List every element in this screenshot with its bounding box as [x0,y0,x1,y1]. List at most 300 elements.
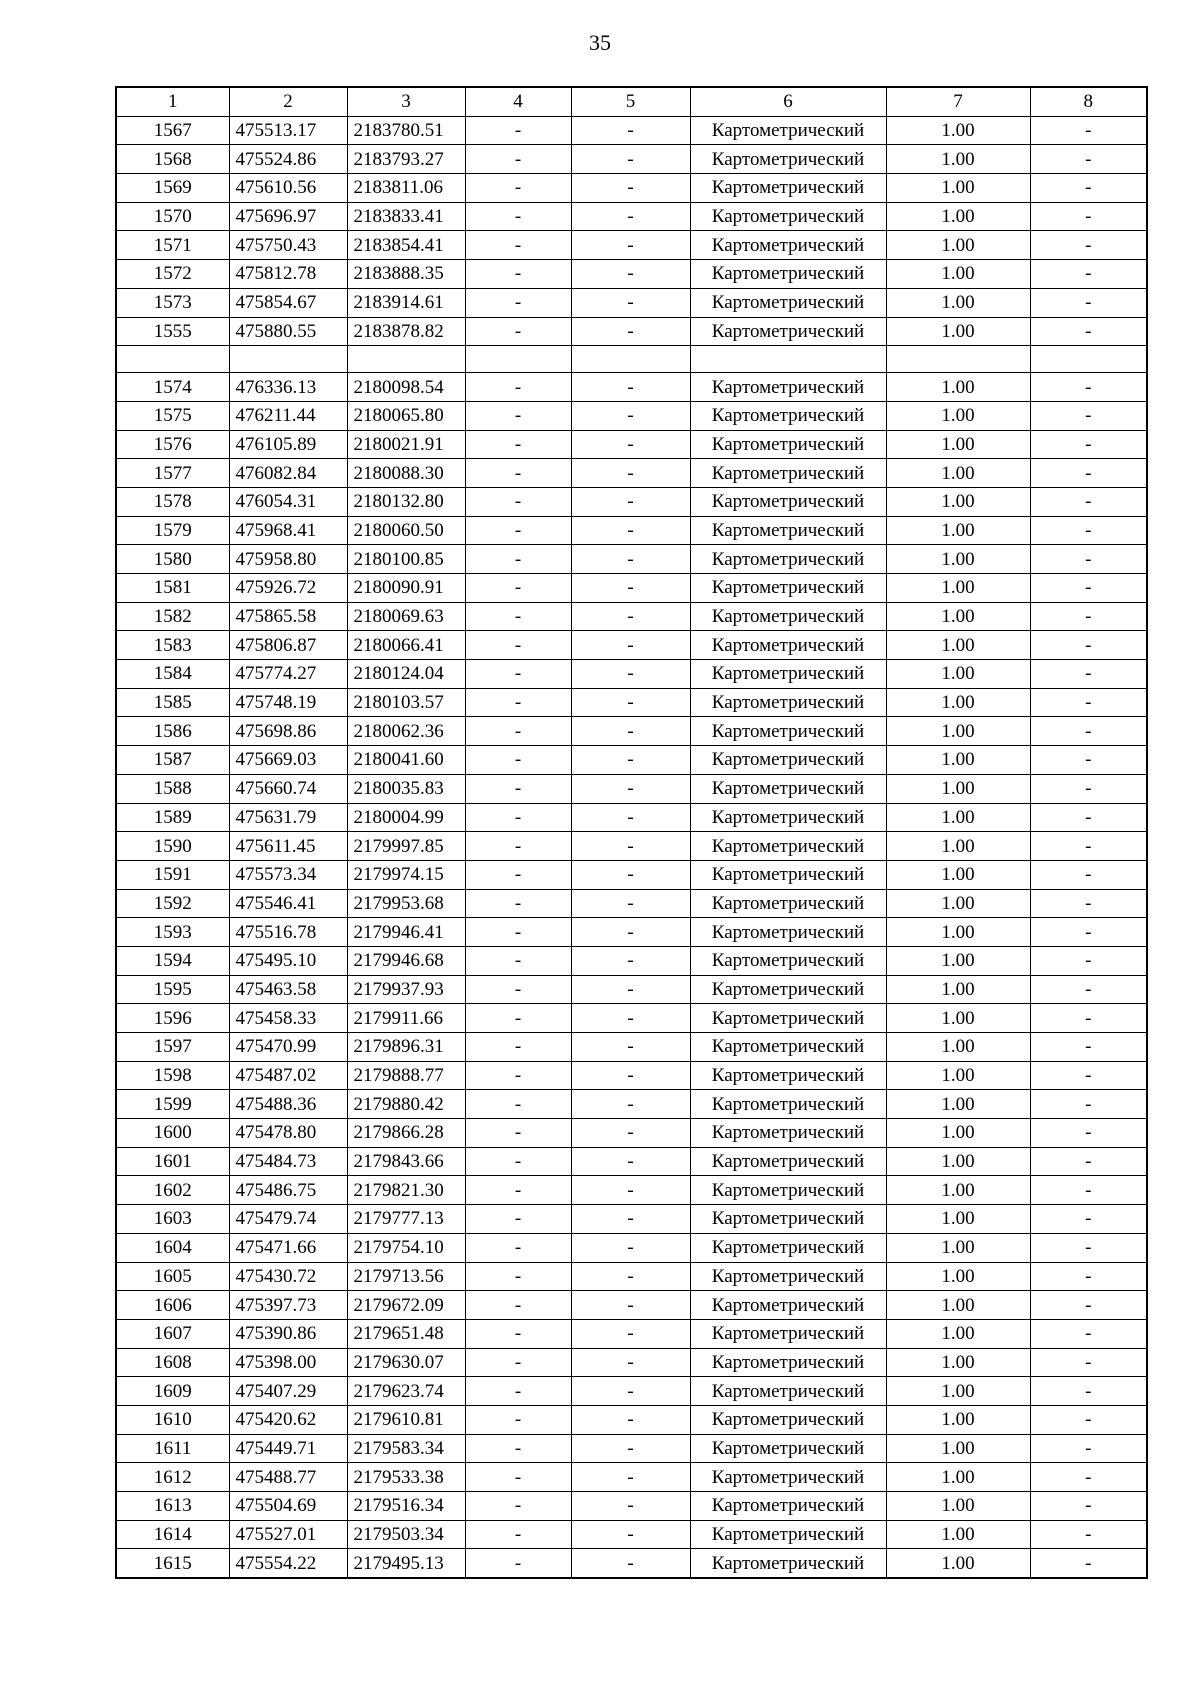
table-cell: - [1030,832,1147,861]
table-cell: - [1030,946,1147,975]
table-cell: 1.00 [886,1147,1030,1176]
table-cell: - [465,918,571,947]
table-cell: 2183780.51 [347,116,465,145]
table-cell: 2183914.61 [347,288,465,317]
table-cell: 2179937.93 [347,975,465,1004]
table-cell: - [571,487,690,516]
table-cell: 1594 [116,946,229,975]
table-cell [229,346,347,373]
table-cell: 475430.72 [229,1262,347,1291]
table-cell: - [465,946,571,975]
table-cell: - [465,1520,571,1549]
table-cell: - [465,1176,571,1205]
table-cell: - [1030,1348,1147,1377]
table-cell: 475774.27 [229,660,347,689]
table-cell [1030,346,1147,373]
table-row [116,1233,1147,1262]
table-cell: 475398.00 [229,1348,347,1377]
table-cell: - [1030,1176,1147,1205]
column-header: 5 [571,87,690,116]
table-cell: - [571,1492,690,1521]
table-cell: 2179495.13 [347,1549,465,1578]
table-cell: Картометрический [690,487,886,516]
table-cell: Картометрический [690,1520,886,1549]
table-cell: - [1030,1434,1147,1463]
table-cell: 1615 [116,1549,229,1578]
table-row [116,1090,1147,1119]
table-cell: - [465,774,571,803]
table-cell: Картометрический [690,1119,886,1148]
table-cell: - [571,889,690,918]
table-cell: - [465,1291,571,1320]
table-cell: - [571,373,690,402]
table-cell: - [1030,1119,1147,1148]
table-cell: - [465,1463,571,1492]
table-cell: 475484.73 [229,1147,347,1176]
table-cell: 2179974.15 [347,860,465,889]
table-cell: 475660.74 [229,774,347,803]
table-cell: 475470.99 [229,1033,347,1062]
table-cell: 475524.86 [229,145,347,174]
table-cell: - [571,401,690,430]
table-cell: 475487.02 [229,1061,347,1090]
table-cell: - [571,1405,690,1434]
table-cell: 1608 [116,1348,229,1377]
table-cell: - [571,574,690,603]
table-cell: 1595 [116,975,229,1004]
table-cell [886,346,1030,373]
table-cell: Картометрический [690,1233,886,1262]
table-cell: - [465,1061,571,1090]
table-cell: - [465,231,571,260]
table-cell: - [571,545,690,574]
table-cell: 475854.67 [229,288,347,317]
table-cell: 1.00 [886,373,1030,402]
table-cell: - [465,631,571,660]
table-cell: 475880.55 [229,317,347,346]
table-row [116,202,1147,231]
table-cell: 2180103.57 [347,688,465,717]
table-cell: Картометрический [690,832,886,861]
table-row [116,860,1147,889]
table-cell: 1606 [116,1291,229,1320]
table-cell: - [465,1549,571,1578]
table-cell: - [571,1033,690,1062]
table-cell: 475669.03 [229,746,347,775]
table-cell: 2179651.48 [347,1319,465,1348]
table-cell: 2180124.04 [347,660,465,689]
table-cell: - [571,317,690,346]
table-cell: 1605 [116,1262,229,1291]
table-cell: 1.00 [886,1405,1030,1434]
table-cell: 475504.69 [229,1492,347,1521]
table-cell: 475390.86 [229,1319,347,1348]
table-cell: Картометрический [690,1147,886,1176]
table-row [116,1147,1147,1176]
table-cell: - [465,660,571,689]
page-number: 35 [589,30,611,55]
table-cell: - [465,260,571,289]
table-cell: 2180021.91 [347,430,465,459]
table-row [116,260,1147,289]
table-row [116,889,1147,918]
table-cell: 475698.86 [229,717,347,746]
table-cell: - [1030,803,1147,832]
table-row [116,1319,1147,1348]
table-cell: - [1030,688,1147,717]
table-cell: - [571,1348,690,1377]
table-cell: - [1030,1377,1147,1406]
table-cell: - [571,774,690,803]
table-cell: Картометрический [690,459,886,488]
table-cell: - [1030,260,1147,289]
column-header: 2 [229,87,347,116]
table-cell: 475407.29 [229,1377,347,1406]
table-cell: 1604 [116,1233,229,1262]
table-cell: Картометрический [690,860,886,889]
table-cell: 2179610.81 [347,1405,465,1434]
table-cell: - [571,717,690,746]
table-cell: - [571,602,690,631]
table-cell: Картометрический [690,174,886,203]
table-cell: 1.00 [886,174,1030,203]
table-cell: - [1030,1147,1147,1176]
table-cell: - [465,430,571,459]
table-cell: - [571,1147,690,1176]
table-cell: 1.00 [886,401,1030,430]
table-cell: 475812.78 [229,260,347,289]
coordinates-table [115,86,1148,1579]
table-cell: 475631.79 [229,803,347,832]
table-cell: 1586 [116,717,229,746]
table-cell: - [465,574,571,603]
table-cell: - [1030,373,1147,402]
table-cell: Картометрический [690,803,886,832]
table-cell: 475479.74 [229,1205,347,1234]
table-cell: 1.00 [886,1434,1030,1463]
table-cell: - [571,1434,690,1463]
table-cell: Картометрический [690,317,886,346]
column-header: 6 [690,87,886,116]
table-cell: - [465,1377,571,1406]
table-row [116,401,1147,430]
table-cell: - [1030,774,1147,803]
table-cell: 475958.80 [229,545,347,574]
table-cell: - [571,174,690,203]
column-header: 4 [465,87,571,116]
table-cell: 1568 [116,145,229,174]
table-row [116,1033,1147,1062]
table-cell: 1.00 [886,717,1030,746]
table-cell: 1.00 [886,1348,1030,1377]
table-cell: - [465,1119,571,1148]
table-cell: - [465,487,571,516]
table-cell: 475696.97 [229,202,347,231]
table-cell: - [571,660,690,689]
table-cell: - [465,717,571,746]
table-cell: 475513.17 [229,116,347,145]
table-row [116,746,1147,775]
table-cell: - [465,975,571,1004]
table-cell: - [1030,1262,1147,1291]
table-cell: - [1030,1205,1147,1234]
table-cell: - [1030,401,1147,430]
column-header: 7 [886,87,1030,116]
table-cell: 1592 [116,889,229,918]
table-cell: 1.00 [886,1233,1030,1262]
table-cell: 476211.44 [229,401,347,430]
table-cell: 1580 [116,545,229,574]
table-cell: 2179777.13 [347,1205,465,1234]
table-cell: 1.00 [886,231,1030,260]
table-row [116,373,1147,402]
table-cell: - [571,1119,690,1148]
table-cell: Картометрический [690,516,886,545]
table-cell: 2179946.68 [347,946,465,975]
table-cell: 475748.19 [229,688,347,717]
table-cell: 475610.56 [229,174,347,203]
table-cell: 1.00 [886,918,1030,947]
table-cell: 2179866.28 [347,1119,465,1148]
table-cell: 475488.36 [229,1090,347,1119]
table-cell: 475420.62 [229,1405,347,1434]
table-cell: Картометрический [690,774,886,803]
table-cell: - [465,1004,571,1033]
table-cell: Картометрический [690,545,886,574]
table-cell: Картометрический [690,1176,886,1205]
table-cell: 1601 [116,1147,229,1176]
table-cell: Картометрический [690,1492,886,1521]
table-cell: 1589 [116,803,229,832]
table-cell: 1.00 [886,545,1030,574]
table-cell: 2180098.54 [347,373,465,402]
table-cell: - [465,1348,571,1377]
table-cell: - [1030,459,1147,488]
table-cell: - [1030,516,1147,545]
table-header-row [116,87,1147,116]
table-row [116,231,1147,260]
table-cell: 475516.78 [229,918,347,947]
table-cell: 1579 [116,516,229,545]
table-cell: - [465,1434,571,1463]
table-row [116,1520,1147,1549]
table-row [116,1291,1147,1320]
table-cell: - [465,545,571,574]
column-header: 3 [347,87,465,116]
table-cell: 1.00 [886,602,1030,631]
table-cell: 2179533.38 [347,1463,465,1492]
table-cell: 2179672.09 [347,1291,465,1320]
table-cell: Картометрический [690,975,886,1004]
table-row [116,602,1147,631]
table-cell: Картометрический [690,1405,886,1434]
table-cell: - [1030,174,1147,203]
table-cell: Картометрический [690,746,886,775]
table-cell: - [1030,231,1147,260]
table-cell: Картометрический [690,116,886,145]
table-cell: - [571,975,690,1004]
table-cell: 1598 [116,1061,229,1090]
table-cell: - [465,116,571,145]
table-cell: Картометрический [690,631,886,660]
table-cell: - [571,288,690,317]
table-row [116,430,1147,459]
table-cell: 1.00 [886,1176,1030,1205]
table-row [116,918,1147,947]
table-cell: 2179503.34 [347,1520,465,1549]
table-cell: Картометрический [690,145,886,174]
table-cell: 1.00 [886,1119,1030,1148]
table-cell: 2179997.85 [347,832,465,861]
table-cell: 1.00 [886,317,1030,346]
table-cell: 2183833.41 [347,202,465,231]
table-row [116,1377,1147,1406]
table-cell: - [465,401,571,430]
table-cell: - [571,746,690,775]
table-cell: 2183854.41 [347,231,465,260]
table-cell: - [571,1377,690,1406]
table-cell: 1587 [116,746,229,775]
table-cell: 1583 [116,631,229,660]
table-cell: 1.00 [886,1090,1030,1119]
table-cell: 2180041.60 [347,746,465,775]
table-cell: - [1030,487,1147,516]
table-cell: 1570 [116,202,229,231]
table-row [116,1463,1147,1492]
table-cell: 2179821.30 [347,1176,465,1205]
table-row [116,487,1147,516]
table-cell: 2179911.66 [347,1004,465,1033]
table-row [116,1492,1147,1521]
table-cell: - [465,860,571,889]
table-row [116,717,1147,746]
table-cell: - [1030,317,1147,346]
table-row [116,946,1147,975]
table-cell: 1611 [116,1434,229,1463]
table-cell: - [571,1176,690,1205]
table-cell: Картометрический [690,1434,886,1463]
table-row [116,516,1147,545]
table-cell: 1590 [116,832,229,861]
table-cell: 1599 [116,1090,229,1119]
table-cell: 1.00 [886,1291,1030,1320]
table-cell: 1.00 [886,516,1030,545]
table-cell: 1613 [116,1492,229,1521]
table-cell: 475471.66 [229,1233,347,1262]
table-cell: 1.00 [886,430,1030,459]
table-cell: 2179516.34 [347,1492,465,1521]
table-row [116,1262,1147,1291]
table-cell: - [1030,860,1147,889]
table-cell: 1.00 [886,145,1030,174]
table-cell: - [571,918,690,947]
table-cell: - [465,1205,571,1234]
table-cell: 475573.34 [229,860,347,889]
table-cell: - [1030,631,1147,660]
table-cell: - [1030,1033,1147,1062]
table-cell: Картометрический [690,373,886,402]
table-cell: - [571,1319,690,1348]
table-cell: - [571,202,690,231]
table-row [116,1348,1147,1377]
table-cell: 1.00 [886,688,1030,717]
table-cell: 1571 [116,231,229,260]
table-cell: 1555 [116,317,229,346]
table-cell: - [465,317,571,346]
table-cell: - [571,803,690,832]
table-cell: 476054.31 [229,487,347,516]
table-cell: 2179754.10 [347,1233,465,1262]
table-cell: 475527.01 [229,1520,347,1549]
table-row [116,1119,1147,1148]
table-cell: - [465,832,571,861]
table-cell: Картометрический [690,231,886,260]
table-cell: - [465,459,571,488]
table-row [116,688,1147,717]
table-cell: Картометрический [690,660,886,689]
table-cell: 2179843.66 [347,1147,465,1176]
table-cell: 2179896.31 [347,1033,465,1062]
table-cell: - [465,516,571,545]
table-cell: 1.00 [886,746,1030,775]
table-cell: Картометрический [690,574,886,603]
table-cell: - [465,373,571,402]
table-cell: Картометрический [690,1262,886,1291]
table-cell: 475546.41 [229,889,347,918]
table-cell: 476082.84 [229,459,347,488]
table-cell: Картометрический [690,1090,886,1119]
table-row [116,1004,1147,1033]
column-header: 8 [1030,87,1147,116]
table-cell: 1.00 [886,1319,1030,1348]
table-cell: - [1030,1233,1147,1262]
table-cell: - [465,174,571,203]
table-row [116,1061,1147,1090]
table-row [116,1549,1147,1578]
table-cell: Картометрический [690,430,886,459]
table-cell: 2183878.82 [347,317,465,346]
table-cell: - [571,459,690,488]
table-cell: Картометрический [690,1033,886,1062]
table-cell: 2180090.91 [347,574,465,603]
table-cell: 1.00 [886,116,1030,145]
table-row [116,116,1147,145]
table-cell: 1596 [116,1004,229,1033]
table-cell: 2180062.36 [347,717,465,746]
table-cell: Картометрический [690,1291,886,1320]
table-row [116,459,1147,488]
table-cell: - [1030,602,1147,631]
table-cell: 1.00 [886,1033,1030,1062]
table-cell: - [1030,918,1147,947]
table-cell: Картометрический [690,1205,886,1234]
table-cell: 1610 [116,1405,229,1434]
table-cell: Картометрический [690,688,886,717]
table-cell: Картометрический [690,260,886,289]
table-cell: 475926.72 [229,574,347,603]
table-cell: - [571,1549,690,1578]
table-cell: 1584 [116,660,229,689]
table-row [116,660,1147,689]
table-cell: Картометрический [690,1319,886,1348]
table-row [116,574,1147,603]
table-cell: - [1030,1549,1147,1578]
table-cell: 2179888.77 [347,1061,465,1090]
table-cell: - [465,1233,571,1262]
table-cell: 1588 [116,774,229,803]
table-cell: - [465,746,571,775]
table-row [116,975,1147,1004]
